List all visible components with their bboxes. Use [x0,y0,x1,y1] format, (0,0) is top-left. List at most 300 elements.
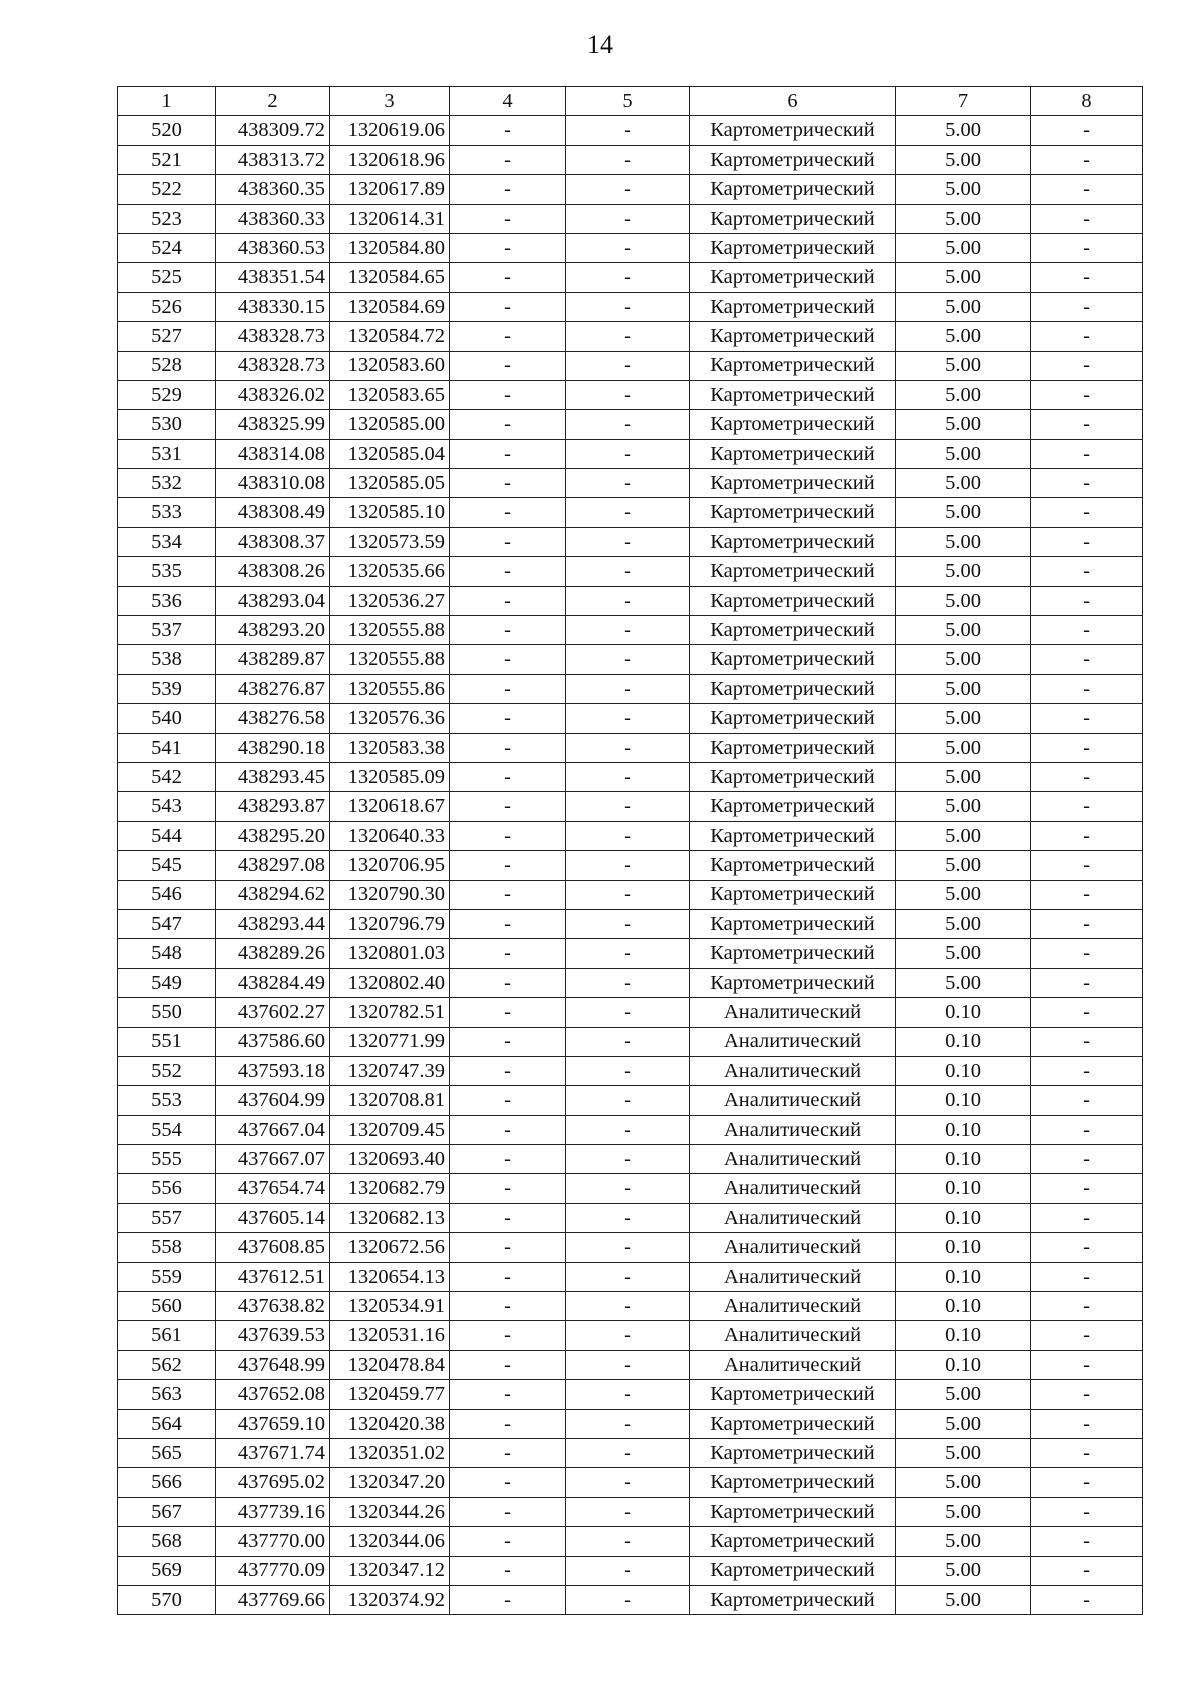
col8-cell: - [1031,1585,1143,1614]
x-coordinate-cell: 438310.08 [216,469,330,498]
y-coordinate-cell: 1320585.09 [330,762,450,791]
col8-cell: - [1031,175,1143,204]
col4-cell: - [450,1497,566,1526]
point-number-cell: 530 [118,410,216,439]
col8-cell: - [1031,1086,1143,1115]
accuracy-cell: 5.00 [896,1438,1031,1467]
col8-cell: - [1031,792,1143,821]
table-row [118,1086,1143,1115]
col8-cell: - [1031,351,1143,380]
col4-cell: - [450,1585,566,1614]
point-number-cell: 540 [118,704,216,733]
column-header: 3 [330,87,450,116]
page-number: 14 [587,30,613,59]
accuracy-cell: 5.00 [896,968,1031,997]
y-coordinate-cell: 1320771.99 [330,1027,450,1056]
col5-cell: - [566,939,690,968]
x-coordinate-cell: 438360.53 [216,233,330,262]
method-cell: Аналитический [690,1174,896,1203]
method-cell: Картометрический [690,145,896,174]
method-cell: Аналитический [690,1115,896,1144]
table-row [118,1262,1143,1291]
x-coordinate-cell: 438293.04 [216,586,330,615]
col8-cell: - [1031,1174,1143,1203]
col8-cell: - [1031,439,1143,468]
col5-cell: - [566,645,690,674]
x-coordinate-cell: 438328.73 [216,351,330,380]
table-row [118,616,1143,645]
col4-cell: - [450,1262,566,1291]
accuracy-cell: 5.00 [896,1556,1031,1585]
col5-cell: - [566,439,690,468]
col4-cell: - [450,1115,566,1144]
x-coordinate-cell: 438293.20 [216,616,330,645]
col5-cell: - [566,998,690,1027]
point-number-cell: 535 [118,557,216,586]
table-row [118,233,1143,262]
method-cell: Картометрический [690,263,896,292]
col5-cell: - [566,1233,690,1262]
x-coordinate-cell: 438325.99 [216,410,330,439]
y-coordinate-cell: 1320573.59 [330,527,450,556]
col8-cell: - [1031,1115,1143,1144]
col4-cell: - [450,1086,566,1115]
column-header: 5 [566,87,690,116]
col5-cell: - [566,674,690,703]
method-cell: Картометрический [690,1438,896,1467]
column-header: 8 [1031,87,1143,116]
y-coordinate-cell: 1320555.88 [330,645,450,674]
table-row [118,116,1143,145]
table-row [118,674,1143,703]
accuracy-cell: 0.10 [896,998,1031,1027]
table-row [118,998,1143,1027]
y-coordinate-cell: 1320654.13 [330,1262,450,1291]
point-number-cell: 550 [118,998,216,1027]
col8-cell: - [1031,1056,1143,1085]
x-coordinate-cell: 438284.49 [216,968,330,997]
point-number-cell: 543 [118,792,216,821]
point-number-cell: 553 [118,1086,216,1115]
table-row [118,1585,1143,1614]
table-row [118,880,1143,909]
x-coordinate-cell: 437608.85 [216,1233,330,1262]
col5-cell: - [566,880,690,909]
method-cell: Картометрический [690,292,896,321]
x-coordinate-cell: 437605.14 [216,1203,330,1232]
method-cell: Картометрический [690,645,896,674]
col5-cell: - [566,1086,690,1115]
x-coordinate-cell: 437593.18 [216,1056,330,1085]
accuracy-cell: 5.00 [896,145,1031,174]
point-number-cell: 526 [118,292,216,321]
method-cell: Аналитический [690,1262,896,1291]
point-number-cell: 551 [118,1027,216,1056]
accuracy-cell: 5.00 [896,527,1031,556]
accuracy-cell: 5.00 [896,1497,1031,1526]
col8-cell: - [1031,322,1143,351]
x-coordinate-cell: 437659.10 [216,1409,330,1438]
col5-cell: - [566,762,690,791]
y-coordinate-cell: 1320796.79 [330,909,450,938]
y-coordinate-cell: 1320534.91 [330,1292,450,1321]
col8-cell: - [1031,674,1143,703]
method-cell: Картометрический [690,557,896,586]
y-coordinate-cell: 1320802.40 [330,968,450,997]
x-coordinate-cell: 437671.74 [216,1438,330,1467]
x-coordinate-cell: 438308.49 [216,498,330,527]
col5-cell: - [566,616,690,645]
y-coordinate-cell: 1320555.88 [330,616,450,645]
method-cell: Картометрический [690,821,896,850]
table-row [118,175,1143,204]
accuracy-cell: 0.10 [896,1115,1031,1144]
point-number-cell: 521 [118,145,216,174]
x-coordinate-cell: 438326.02 [216,380,330,409]
method-cell: Картометрический [690,880,896,909]
point-number-cell: 567 [118,1497,216,1526]
col4-cell: - [450,1438,566,1467]
x-coordinate-cell: 437654.74 [216,1174,330,1203]
x-coordinate-cell: 437769.66 [216,1585,330,1614]
point-number-cell: 563 [118,1380,216,1409]
x-coordinate-cell: 438308.37 [216,527,330,556]
col8-cell: - [1031,1497,1143,1526]
col4-cell: - [450,469,566,498]
col4-cell: - [450,909,566,938]
col8-cell: - [1031,1527,1143,1556]
table-row [118,1292,1143,1321]
col4-cell: - [450,557,566,586]
table-row [118,557,1143,586]
point-number-cell: 556 [118,1174,216,1203]
method-cell: Аналитический [690,1203,896,1232]
accuracy-cell: 5.00 [896,322,1031,351]
y-coordinate-cell: 1320344.06 [330,1527,450,1556]
col5-cell: - [566,1145,690,1174]
point-number-cell: 542 [118,762,216,791]
point-number-cell: 520 [118,116,216,145]
y-coordinate-cell: 1320706.95 [330,851,450,880]
method-cell: Картометрический [690,733,896,762]
x-coordinate-cell: 437667.04 [216,1115,330,1144]
col5-cell: - [566,968,690,997]
col4-cell: - [450,762,566,791]
method-cell: Картометрический [690,1556,896,1585]
accuracy-cell: 5.00 [896,792,1031,821]
method-cell: Картометрический [690,322,896,351]
accuracy-cell: 5.00 [896,674,1031,703]
col4-cell: - [450,498,566,527]
col8-cell: - [1031,998,1143,1027]
accuracy-cell: 5.00 [896,439,1031,468]
col4-cell: - [450,704,566,733]
col8-cell: - [1031,616,1143,645]
col8-cell: - [1031,116,1143,145]
col5-cell: - [566,1350,690,1379]
point-number-cell: 545 [118,851,216,880]
point-number-cell: 558 [118,1233,216,1262]
col8-cell: - [1031,233,1143,262]
accuracy-cell: 5.00 [896,175,1031,204]
x-coordinate-cell: 437612.51 [216,1262,330,1291]
point-number-cell: 547 [118,909,216,938]
coordinates-table [117,86,1143,1615]
point-number-cell: 529 [118,380,216,409]
point-number-cell: 561 [118,1321,216,1350]
table-row [118,145,1143,174]
y-coordinate-cell: 1320347.20 [330,1468,450,1497]
col4-cell: - [450,733,566,762]
y-coordinate-cell: 1320536.27 [330,586,450,615]
x-coordinate-cell: 437602.27 [216,998,330,1027]
col4-cell: - [450,880,566,909]
x-coordinate-cell: 438330.15 [216,292,330,321]
col5-cell: - [566,1468,690,1497]
accuracy-cell: 5.00 [896,292,1031,321]
method-cell: Картометрический [690,1468,896,1497]
method-cell: Картометрический [690,616,896,645]
col4-cell: - [450,204,566,233]
col4-cell: - [450,674,566,703]
col4-cell: - [450,439,566,468]
col4-cell: - [450,527,566,556]
col4-cell: - [450,939,566,968]
method-cell: Картометрический [690,968,896,997]
col5-cell: - [566,792,690,821]
col5-cell: - [566,1292,690,1321]
col5-cell: - [566,116,690,145]
table-row [118,204,1143,233]
col8-cell: - [1031,880,1143,909]
accuracy-cell: 5.00 [896,704,1031,733]
col5-cell: - [566,1438,690,1467]
col8-cell: - [1031,557,1143,586]
method-cell: Аналитический [690,1027,896,1056]
y-coordinate-cell: 1320747.39 [330,1056,450,1085]
table-row [118,939,1143,968]
accuracy-cell: 0.10 [896,1086,1031,1115]
method-cell: Аналитический [690,1145,896,1174]
y-coordinate-cell: 1320351.02 [330,1438,450,1467]
col8-cell: - [1031,498,1143,527]
col5-cell: - [566,527,690,556]
col8-cell: - [1031,1468,1143,1497]
col5-cell: - [566,469,690,498]
col8-cell: - [1031,968,1143,997]
point-number-cell: 528 [118,351,216,380]
method-cell: Картометрический [690,527,896,556]
col5-cell: - [566,851,690,880]
col5-cell: - [566,821,690,850]
accuracy-cell: 0.10 [896,1292,1031,1321]
col8-cell: - [1031,1380,1143,1409]
point-number-cell: 525 [118,263,216,292]
accuracy-cell: 5.00 [896,557,1031,586]
table-row [118,1350,1143,1379]
table-row [118,733,1143,762]
x-coordinate-cell: 438360.33 [216,204,330,233]
x-coordinate-cell: 438309.72 [216,116,330,145]
col4-cell: - [450,1556,566,1585]
col4-cell: - [450,586,566,615]
x-coordinate-cell: 437648.99 [216,1350,330,1379]
accuracy-cell: 5.00 [896,410,1031,439]
accuracy-cell: 5.00 [896,939,1031,968]
col4-cell: - [450,380,566,409]
y-coordinate-cell: 1320344.26 [330,1497,450,1526]
y-coordinate-cell: 1320682.13 [330,1203,450,1232]
col8-cell: - [1031,1027,1143,1056]
col4-cell: - [450,233,566,262]
x-coordinate-cell: 437586.60 [216,1027,330,1056]
col8-cell: - [1031,1292,1143,1321]
col4-cell: - [450,821,566,850]
table-row [118,586,1143,615]
method-cell: Аналитический [690,998,896,1027]
col5-cell: - [566,1585,690,1614]
method-cell: Картометрический [690,1497,896,1526]
x-coordinate-cell: 438276.58 [216,704,330,733]
col4-cell: - [450,1350,566,1379]
accuracy-cell: 5.00 [896,380,1031,409]
column-header: 6 [690,87,896,116]
col8-cell: - [1031,1350,1143,1379]
col5-cell: - [566,263,690,292]
point-number-cell: 541 [118,733,216,762]
y-coordinate-cell: 1320584.65 [330,263,450,292]
col5-cell: - [566,1409,690,1438]
accuracy-cell: 5.00 [896,116,1031,145]
method-cell: Картометрический [690,909,896,938]
col5-cell: - [566,322,690,351]
x-coordinate-cell: 438290.18 [216,733,330,762]
col8-cell: - [1031,1321,1143,1350]
col4-cell: - [450,1321,566,1350]
method-cell: Картометрический [690,1380,896,1409]
col5-cell: - [566,380,690,409]
method-cell: Картометрический [690,233,896,262]
y-coordinate-cell: 1320347.12 [330,1556,450,1585]
col5-cell: - [566,1174,690,1203]
column-header: 2 [216,87,330,116]
col4-cell: - [450,968,566,997]
method-cell: Картометрический [690,939,896,968]
col8-cell: - [1031,586,1143,615]
method-cell: Картометрический [690,498,896,527]
x-coordinate-cell: 438308.26 [216,557,330,586]
point-number-cell: 533 [118,498,216,527]
point-number-cell: 570 [118,1585,216,1614]
table-row [118,792,1143,821]
col5-cell: - [566,1556,690,1585]
col5-cell: - [566,733,690,762]
x-coordinate-cell: 437739.16 [216,1497,330,1526]
point-number-cell: 522 [118,175,216,204]
col5-cell: - [566,145,690,174]
x-coordinate-cell: 438360.35 [216,175,330,204]
col8-cell: - [1031,1145,1143,1174]
y-coordinate-cell: 1320420.38 [330,1409,450,1438]
col8-cell: - [1031,851,1143,880]
point-number-cell: 555 [118,1145,216,1174]
x-coordinate-cell: 437639.53 [216,1321,330,1350]
accuracy-cell: 5.00 [896,498,1031,527]
x-coordinate-cell: 438293.45 [216,762,330,791]
col4-cell: - [450,116,566,145]
col4-cell: - [450,1203,566,1232]
col8-cell: - [1031,263,1143,292]
table-row [118,1027,1143,1056]
point-number-cell: 534 [118,527,216,556]
col5-cell: - [566,1380,690,1409]
x-coordinate-cell: 437652.08 [216,1380,330,1409]
y-coordinate-cell: 1320640.33 [330,821,450,850]
accuracy-cell: 0.10 [896,1321,1031,1350]
col4-cell: - [450,1292,566,1321]
method-cell: Картометрический [690,469,896,498]
y-coordinate-cell: 1320585.00 [330,410,450,439]
y-coordinate-cell: 1320583.38 [330,733,450,762]
y-coordinate-cell: 1320693.40 [330,1145,450,1174]
col8-cell: - [1031,704,1143,733]
accuracy-cell: 5.00 [896,1527,1031,1556]
table-header-row [118,87,1143,116]
col8-cell: - [1031,1556,1143,1585]
col8-cell: - [1031,762,1143,791]
x-coordinate-cell: 437770.09 [216,1556,330,1585]
method-cell: Аналитический [690,1086,896,1115]
table-row [118,263,1143,292]
column-header: 4 [450,87,566,116]
col8-cell: - [1031,1233,1143,1262]
accuracy-cell: 5.00 [896,909,1031,938]
col4-cell: - [450,175,566,204]
point-number-cell: 531 [118,439,216,468]
method-cell: Картометрический [690,380,896,409]
y-coordinate-cell: 1320619.06 [330,116,450,145]
col5-cell: - [566,292,690,321]
point-number-cell: 562 [118,1350,216,1379]
col8-cell: - [1031,645,1143,674]
col8-cell: - [1031,909,1143,938]
col4-cell: - [450,1027,566,1056]
y-coordinate-cell: 1320801.03 [330,939,450,968]
table-row [118,1468,1143,1497]
col8-cell: - [1031,145,1143,174]
accuracy-cell: 5.00 [896,469,1031,498]
y-coordinate-cell: 1320709.45 [330,1115,450,1144]
col4-cell: - [450,792,566,821]
col5-cell: - [566,586,690,615]
table-row [118,1556,1143,1585]
y-coordinate-cell: 1320584.80 [330,233,450,262]
x-coordinate-cell: 437667.07 [216,1145,330,1174]
point-number-cell: 546 [118,880,216,909]
y-coordinate-cell: 1320459.77 [330,1380,450,1409]
accuracy-cell: 5.00 [896,1585,1031,1614]
accuracy-cell: 0.10 [896,1145,1031,1174]
col4-cell: - [450,1056,566,1085]
y-coordinate-cell: 1320531.16 [330,1321,450,1350]
point-number-cell: 565 [118,1438,216,1467]
col5-cell: - [566,351,690,380]
x-coordinate-cell: 437770.00 [216,1527,330,1556]
table-row [118,704,1143,733]
x-coordinate-cell: 438294.62 [216,880,330,909]
accuracy-cell: 5.00 [896,233,1031,262]
method-cell: Картометрический [690,116,896,145]
